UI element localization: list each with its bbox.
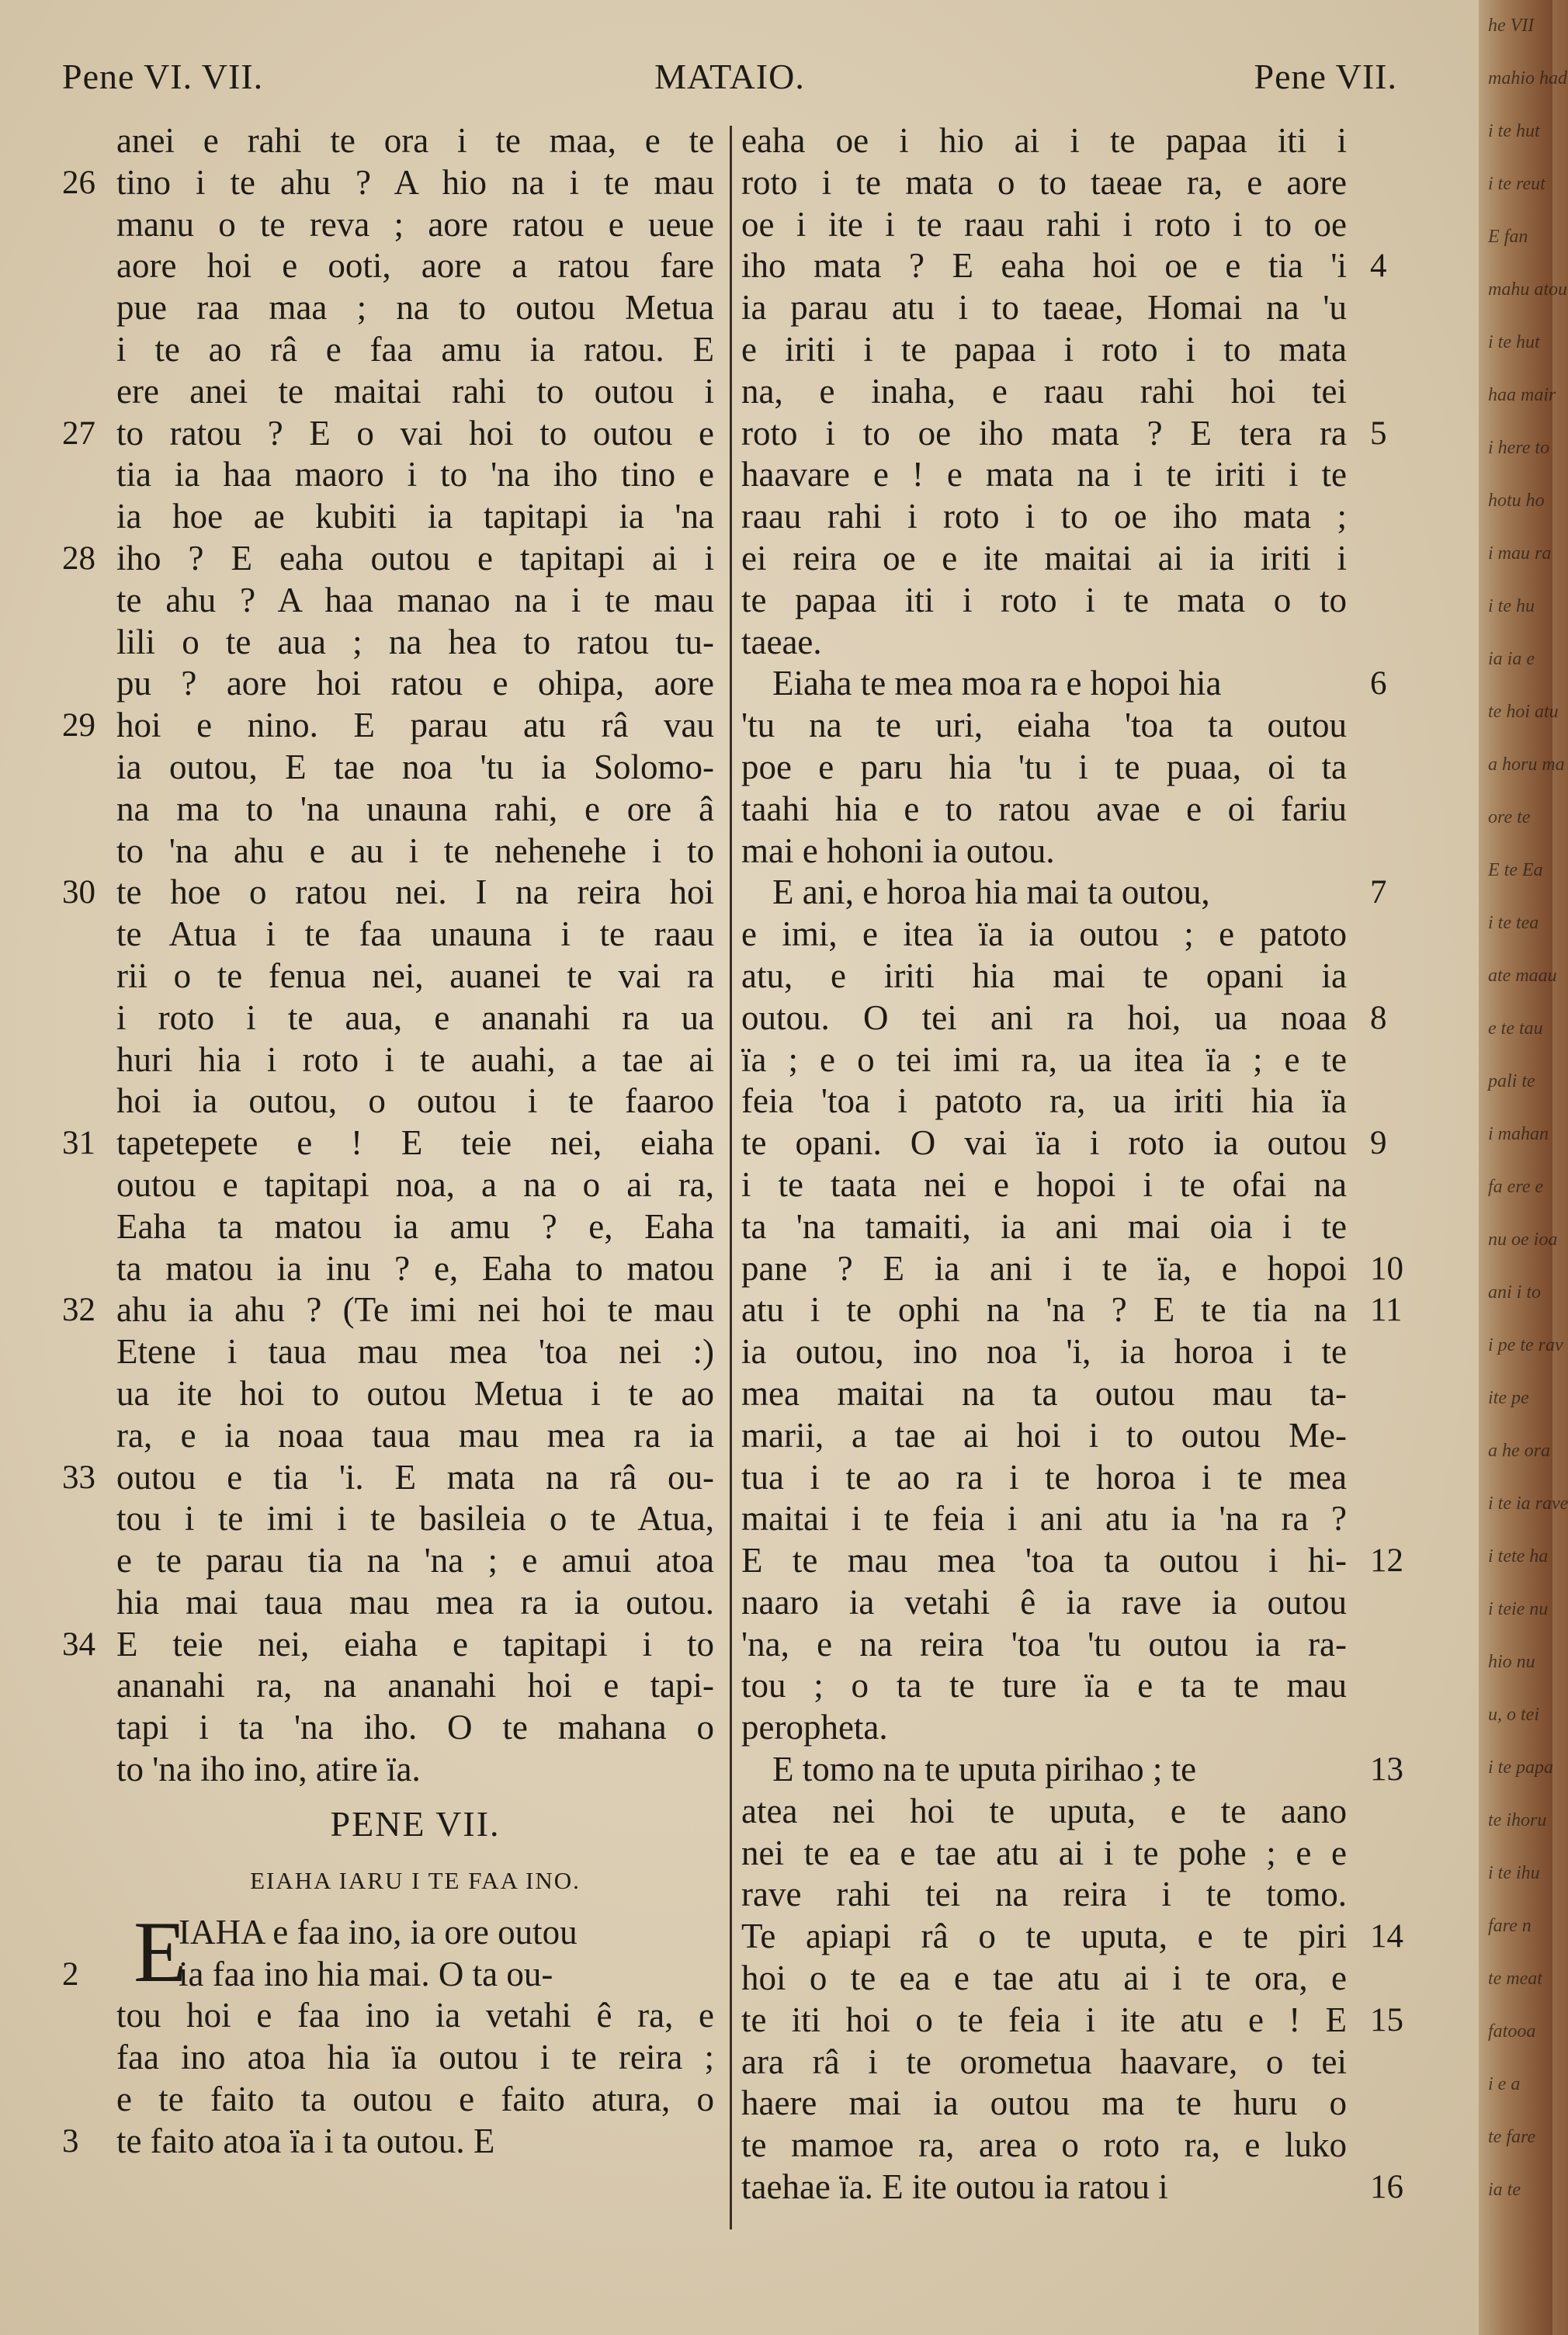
- line-text: hoi o te ea e tae atu ai i te ora, e: [741, 1959, 1347, 1998]
- line-text: huri hia i roto i te auahi, a tae ai: [116, 1039, 714, 1079]
- edge-fragment: u, o tei: [1488, 1705, 1539, 1725]
- text-line: [741, 1874, 1347, 1916]
- text-line: [741, 2125, 1347, 2167]
- line-text: ta 'na tamaiti, ia ani mai oia i te: [741, 1206, 1347, 1246]
- edge-fragment: i tete ha: [1488, 1546, 1549, 1566]
- text-line: [62, 872, 714, 914]
- text-line: [62, 1954, 714, 1996]
- text-line: [62, 538, 714, 580]
- text-line: [741, 997, 1387, 1039]
- line-text: E tomo na te uputa pirihao ; te: [772, 1750, 1197, 1789]
- text-line: [62, 1289, 714, 1331]
- text-line: [741, 1373, 1347, 1415]
- line-text: tou ; o ta te ture ïa e ta te mau: [741, 1666, 1347, 1705]
- line-text: te mamoe ra, area o roto ra, e luko: [741, 2125, 1347, 2165]
- line-text: rii o te fenua nei, auanei te vai ra: [116, 956, 714, 995]
- verse-number: 7: [1370, 874, 1387, 911]
- edge-fragment: i te tea: [1488, 913, 1539, 933]
- line-text: pu ? aore hoi ratou e ohipa, aore: [116, 664, 714, 703]
- text-line: [116, 747, 714, 789]
- verse-number: 27: [62, 415, 95, 452]
- text-line: [62, 162, 714, 204]
- line-text: hoi e nino. E parau atu râ vau: [116, 706, 714, 745]
- edge-fragment: haa mair: [1488, 385, 1556, 405]
- line-text: ia hoe ae kubiti ia tapitapi ia 'na: [116, 497, 714, 536]
- edge-fragment: i pe te rav: [1488, 1335, 1563, 1355]
- edge-fragment: ite pe: [1488, 1388, 1529, 1408]
- verse-number: 4: [1370, 248, 1387, 285]
- text-line: [116, 1582, 714, 1624]
- text-line: [116, 789, 714, 831]
- line-text: Etene i taua mau mea 'toa nei :): [116, 1332, 714, 1372]
- text-line: [741, 1122, 1387, 1164]
- line-text: hoi ia outou, o outou i te faaroo: [116, 1081, 714, 1121]
- verse-number: 28: [62, 540, 95, 577]
- line-text: anei e rahi te ora i te maa, e te: [116, 121, 714, 160]
- text-line: [116, 580, 714, 622]
- text-line: [741, 1791, 1347, 1833]
- text-line: [116, 622, 714, 664]
- edge-fragment: i te ihu: [1488, 1863, 1540, 1883]
- text-line: [116, 1206, 714, 1248]
- line-text: haere mai ia outou ma te huru o: [741, 2083, 1347, 2123]
- verse-number: 34: [62, 1625, 95, 1663]
- line-text: tapetepete e ! E teie nei, eiaha: [116, 1123, 714, 1163]
- verse-number: 2: [62, 1955, 79, 1993]
- text-line: [741, 204, 1347, 246]
- verse-number: 8: [1370, 999, 1387, 1036]
- text-line: [741, 789, 1347, 831]
- verse-number: 5: [1370, 415, 1387, 452]
- running-head: [62, 56, 1397, 110]
- verse-number: 3: [62, 2122, 79, 2160]
- text-line: [116, 496, 714, 538]
- line-text: naaro ia vetahi ê ia rave ia outou: [741, 1582, 1347, 1622]
- line-text: ia faa ino hia mai. O ta ou-: [179, 1954, 553, 1993]
- line-text: ia parau atu i to taeae, Homai na 'u: [741, 288, 1347, 328]
- text-line: [741, 705, 1347, 747]
- text-line: [62, 1122, 714, 1164]
- line-text: roto i to oe iho mata ? E tera ra: [741, 413, 1347, 453]
- edge-fragment: mahio had: [1488, 68, 1567, 88]
- text-line: [741, 622, 1347, 664]
- line-text: tou i te imi i te basileia o te Atua,: [116, 1499, 714, 1539]
- edge-fragment: hotu ho: [1488, 491, 1545, 511]
- verse-number: 32: [62, 1292, 95, 1329]
- line-text: ïa ; e o tei imi ra, ua itea ïa ; e te: [741, 1039, 1347, 1079]
- edge-fragment: hio nu: [1488, 1652, 1535, 1672]
- line-text: taahi hia e to ratou avae e oi fariu: [741, 789, 1347, 828]
- line-text: Eiaha te mea moa ra e hopoi hia: [772, 664, 1222, 703]
- text-line: [741, 1833, 1347, 1875]
- line-text: hia mai taua mau mea ra ia outou.: [116, 1582, 714, 1622]
- line-text: tia ia haa maoro i to 'na iho tino e: [116, 455, 714, 494]
- line-text: to ratou ? E o vai hoi to outou e: [116, 413, 714, 453]
- right-column: [741, 120, 1403, 2208]
- edge-fragment: i here to: [1488, 438, 1550, 458]
- text-line: [741, 1707, 1347, 1749]
- text-line: [741, 1415, 1347, 1457]
- line-text: 'na, e na reira 'toa 'tu outou ia ra-: [741, 1624, 1347, 1664]
- edge-fragment: i teie nu: [1488, 1599, 1549, 1619]
- text-line: [741, 2042, 1347, 2083]
- line-text: pue raa maa ; na to outou Metua: [116, 288, 714, 328]
- text-line: [741, 580, 1347, 622]
- line-text: te faito atoa ïa i ta outou. E: [116, 2121, 495, 2160]
- line-text: na ma to 'na unauna rahi, e ore â: [116, 789, 714, 828]
- line-text: roto i te mata o to taeae ra, e aore: [741, 162, 1347, 202]
- edge-fragment: ore te: [1488, 807, 1531, 827]
- verse-number: 29: [62, 707, 95, 744]
- line-text: e te faito ta outou e faito atura, o: [116, 2080, 714, 2119]
- edge-fragment: te fare: [1488, 2127, 1536, 2147]
- line-text: tou hoi e faa ino ia vetahi ê ra, e: [116, 1996, 714, 2035]
- edge-fragment: pali te: [1488, 1071, 1535, 1091]
- text-line: [741, 454, 1347, 496]
- text-line: [741, 1916, 1403, 1958]
- right-column-lines: [741, 120, 1403, 2208]
- column-divider: [730, 126, 732, 2229]
- next-page-edge: [1479, 0, 1568, 2335]
- line-text: iho mata ? E eaha hoi oe e tia 'i: [741, 246, 1347, 286]
- line-text: i te ao râ e faa amu ia ratou. E: [116, 329, 714, 369]
- text-line: [741, 245, 1387, 287]
- text-line: [116, 663, 714, 705]
- text-line: [741, 831, 1347, 873]
- drop-cap: E: [134, 1903, 187, 2000]
- edge-fragment: i te papa: [1488, 1757, 1553, 1778]
- text-line: [62, 1624, 714, 1666]
- line-text: taeae.: [741, 622, 822, 661]
- line-text: peropheta.: [741, 1708, 888, 1747]
- text-line: [741, 2167, 1403, 2208]
- verse-number: 6: [1370, 665, 1387, 703]
- line-text: atu i te ophi na 'na ? E te tia na: [741, 1290, 1347, 1330]
- text-line: [741, 1248, 1403, 1290]
- line-text: to 'na iho ino, atire ïa.: [116, 1750, 421, 1789]
- line-text: tino i te ahu ? A hio na i te mau: [116, 162, 714, 202]
- line-text: ahu ia ahu ? (Te imi nei hoi te mau: [116, 1290, 714, 1330]
- line-text: aore hoi e ooti, aore a ratou fare: [116, 246, 714, 286]
- text-line: [741, 538, 1347, 580]
- line-text: oe i ite i te raau rahi i roto i to oe: [741, 204, 1347, 244]
- line-text: mea maitai na ta outou mau ta-: [741, 1373, 1347, 1413]
- running-head-right: Pene VII.: [1254, 57, 1397, 96]
- text-line: [62, 2121, 714, 2163]
- text-line: [741, 1331, 1347, 1373]
- text-line: [741, 287, 1347, 329]
- line-text: taehae ïa. E ite outou ia ratou i: [741, 2167, 1168, 2207]
- line-text: E ani, e horoa hia mai ta outou,: [772, 873, 1210, 912]
- line-text: 'tu na te uri, eiaha 'toa ta outou: [741, 706, 1347, 745]
- text-line: [741, 1039, 1347, 1081]
- edge-fragment: fatooa: [1488, 2021, 1536, 2042]
- text-line: [116, 245, 714, 287]
- verse-number: 13: [1370, 1751, 1403, 1789]
- text-line: [741, 1164, 1347, 1206]
- line-text: te iti hoi o te feia i ite atu e ! E: [741, 2000, 1347, 2039]
- edge-fragment: he VII: [1488, 16, 1535, 36]
- verse-number: 33: [62, 1459, 95, 1496]
- text-line: [116, 1912, 714, 1954]
- text-line: [116, 1039, 714, 1081]
- line-text: ere anei te maitai rahi to outou i: [116, 371, 714, 411]
- line-text: iho ? E eaha outou e tapitapi ai i: [116, 538, 714, 578]
- line-text: atea nei hoi te uputa, e te aano: [741, 1791, 1347, 1830]
- line-text: marii, a tae ai hoi i to outou Me-: [741, 1415, 1347, 1455]
- edge-fragment: E te Ea: [1488, 860, 1543, 880]
- edge-fragment: i te hut: [1488, 332, 1540, 352]
- text-line: [116, 1749, 714, 1791]
- line-text: outou. O tei ani ra hoi, ua noaa: [741, 997, 1347, 1037]
- text-line: [116, 1707, 714, 1749]
- text-line: [116, 287, 714, 329]
- line-text: ia outou, E tae noa 'tu ia Solomo-: [116, 747, 714, 786]
- line-text: atu, e iriti hia mai te opani ia: [741, 956, 1347, 995]
- running-head-center: MATAIO.: [654, 57, 805, 96]
- verse-number: 30: [62, 874, 95, 911]
- text-line: [116, 454, 714, 496]
- text-line: [741, 2000, 1403, 2042]
- line-text: poe e paru hia 'tu i te puaa, oi ta: [741, 747, 1347, 786]
- line-text: Te apiapi râ o te uputa, e te piri: [741, 1917, 1347, 1956]
- edge-fragment: e te tau: [1488, 1018, 1543, 1039]
- text-line: [741, 371, 1347, 413]
- text-line: [741, 329, 1347, 371]
- text-line: [116, 1498, 714, 1540]
- line-text: e te parau tia na 'na ; e amui atoa: [116, 1541, 714, 1580]
- edge-fragment: ani i to: [1488, 1282, 1542, 1303]
- text-line: [116, 120, 714, 162]
- text-line: [116, 1415, 714, 1457]
- line-text: te papaa iti i roto i te mata o to: [741, 580, 1347, 619]
- text-line: [741, 956, 1347, 997]
- line-text: ra, e ia noaa taua mau mea ra ia: [116, 1415, 714, 1455]
- line-text: nei te ea e tae atu ai i te pohe ; e e: [741, 1833, 1347, 1872]
- line-text: manu o te reva ; aore ratou e ueue: [116, 204, 714, 244]
- edge-fragment: ate maau: [1488, 966, 1557, 986]
- line-text: ua ite hoi to outou Metua i te ao: [116, 1373, 714, 1413]
- verse-number: 26: [62, 164, 95, 201]
- edge-fragment: fa ere e: [1488, 1177, 1544, 1197]
- text-line: [741, 1624, 1347, 1666]
- line-text: tua i te ao ra i te horoa i te mea: [741, 1457, 1347, 1497]
- text-line: [741, 1289, 1403, 1331]
- text-line: [741, 1582, 1347, 1624]
- line-text: te hoe o ratou nei. I na reira hoi: [116, 873, 714, 912]
- verse-number: 11: [1370, 1292, 1403, 1329]
- edge-fragment: ia ia e: [1488, 649, 1535, 669]
- edge-fragment: nu oe ioa: [1488, 1230, 1558, 1250]
- text-line: [741, 1958, 1347, 2000]
- text-line: [741, 1749, 1403, 1791]
- line-text: e imi, e itea ïa ia outou ; e patoto: [741, 914, 1347, 954]
- verse-number: 14: [1370, 1918, 1403, 1955]
- line-text: ia outou, ino noa 'i, ia horoa i te: [741, 1332, 1347, 1372]
- edge-fragment: i e a: [1488, 2074, 1521, 2094]
- text-line: [116, 831, 714, 873]
- line-text: raau rahi i roto i to oe iho mata ;: [741, 497, 1347, 536]
- line-text: feia 'toa i patoto ra, ua iriti hia ïa: [741, 1081, 1347, 1121]
- verse-number: 31: [62, 1125, 95, 1162]
- text-line: [116, 1540, 714, 1582]
- line-text: maitai i te feia i ani atu ia 'na ra ?: [741, 1499, 1347, 1539]
- text-line: [741, 120, 1347, 162]
- line-text: ta matou ia inu ? e, Eaha to matou: [116, 1248, 714, 1288]
- edge-fragment: te hoi atu: [1488, 702, 1559, 722]
- running-head-left: Pene VI. VII.: [62, 57, 264, 96]
- line-text: i roto i te aua, e ananahi ra ua: [116, 997, 714, 1037]
- text-line: [116, 371, 714, 413]
- line-text: eaha oe i hio ai i te papaa iti i: [741, 121, 1347, 160]
- text-line: [741, 162, 1347, 204]
- text-line: [116, 997, 714, 1039]
- edge-fragment: i te ia rave: [1488, 1494, 1568, 1514]
- line-text: te Atua i te faa unauna i te raau: [116, 914, 714, 954]
- text-line: [741, 1540, 1403, 1582]
- line-text: lili o te aua ; na hea to ratou tu-: [116, 622, 714, 661]
- text-line: [62, 413, 714, 455]
- left-column: [62, 120, 714, 2163]
- line-text: tapi i ta 'na iho. O te mahana o: [116, 1708, 714, 1747]
- edge-fragment: te ihoru: [1488, 1810, 1547, 1830]
- text-line: [741, 496, 1347, 538]
- line-text: ara râ i te orometua haavare, o tei: [741, 2042, 1347, 2081]
- text-line: [116, 956, 714, 997]
- section-title: EIAHA IARU I TE FAA INO.: [250, 1866, 581, 1894]
- verse-number: 15: [1370, 2001, 1403, 2038]
- text-line: [116, 1248, 714, 1290]
- edge-fragment: a he ora: [1488, 1441, 1550, 1461]
- edge-fragment: i te hut: [1488, 121, 1540, 141]
- line-text: haavare e ! e mata na i te iriti i te: [741, 455, 1347, 494]
- text-line: [741, 2083, 1347, 2125]
- text-line: [741, 1081, 1347, 1122]
- text-line: [116, 2037, 714, 2079]
- text-line: [116, 914, 714, 956]
- line-text: te opani. O vai ïa i roto ia outou: [741, 1123, 1347, 1163]
- line-text: outou e tia 'i. E mata na râ ou-: [116, 1457, 714, 1497]
- edge-fragment: te meat: [1488, 1969, 1542, 1989]
- line-text: pane ? E ia ani i te ïa, e hopoi: [741, 1248, 1347, 1288]
- line-text: mai e hohoni ia outou.: [741, 831, 1055, 870]
- text-line: [741, 914, 1347, 956]
- edge-fragment: i te hu: [1488, 596, 1535, 616]
- verse-number: 16: [1370, 2169, 1403, 2206]
- edge-fragment: i te reut: [1488, 174, 1545, 194]
- edge-fragment: ia te: [1488, 2180, 1521, 2200]
- verse-number: 10: [1370, 1250, 1403, 1287]
- line-text: Eaha ta matou ia amu ? e, Eaha: [116, 1206, 714, 1246]
- edge-fragment: i mahan: [1488, 1124, 1549, 1144]
- text-line: [116, 1081, 714, 1122]
- text-line: [741, 747, 1347, 789]
- edge-fragment: i mau ra: [1488, 543, 1552, 564]
- line-text: ei reira oe e ite maitai ai ia iriti i: [741, 538, 1347, 578]
- text-line: [62, 705, 714, 747]
- verse-number: 12: [1370, 1542, 1403, 1580]
- text-line: [116, 1995, 714, 2037]
- text-line: [116, 2079, 714, 2121]
- text-line: [116, 1373, 714, 1415]
- left-column-lines: [62, 120, 714, 1791]
- line-text: E te mau mea 'toa ta outou i hi-: [741, 1541, 1347, 1580]
- verse-number: 9: [1370, 1125, 1387, 1162]
- line-text: e iriti i te papaa i roto i to mata: [741, 329, 1347, 369]
- chapter-title: PENE VII.: [330, 1803, 501, 1844]
- edge-fragment: a horu ma: [1488, 755, 1565, 775]
- text-line: [741, 1457, 1347, 1499]
- line-text: outou e tapitapi noa, a na o ai ra,: [116, 1164, 714, 1204]
- text-line: [741, 413, 1387, 455]
- text-line: [116, 1665, 714, 1707]
- chapter-opening: [62, 1903, 714, 2163]
- edge-fragment: fare n: [1488, 1916, 1532, 1936]
- text-line: [741, 872, 1387, 914]
- text-line: [116, 329, 714, 371]
- text-line: [116, 1164, 714, 1206]
- line-text: ananahi ra, na ananahi hoi e tapi-: [116, 1666, 714, 1705]
- text-line: [116, 204, 714, 246]
- edge-fragment: E fan: [1488, 227, 1528, 247]
- text-line: [741, 1206, 1347, 1248]
- line-text: te ahu ? A haa manao na i te mau: [116, 580, 714, 619]
- line-text: E teie nei, eiaha e tapitapi i to: [116, 1624, 714, 1664]
- line-text: i te taata nei e hopoi i te ofai na: [741, 1164, 1347, 1204]
- text-line: [116, 1331, 714, 1373]
- edge-fragment: mahu atou: [1488, 279, 1567, 300]
- line-text: rave rahi tei na reira i te tomo.: [741, 1875, 1347, 1914]
- text-line: [741, 1498, 1347, 1540]
- line-text: IAHA e faa ino, ia ore outou: [179, 1912, 578, 1952]
- line-text: na, e inaha, e raau rahi hoi tei: [741, 371, 1347, 411]
- text-line: [62, 1457, 714, 1499]
- text-line: [741, 663, 1387, 705]
- text-line: [741, 1665, 1347, 1707]
- line-text: faa ino atoa hia ïa outou i te reira ;: [116, 2038, 714, 2077]
- line-text: to 'na ahu e au i te nehenehe i to: [116, 831, 714, 870]
